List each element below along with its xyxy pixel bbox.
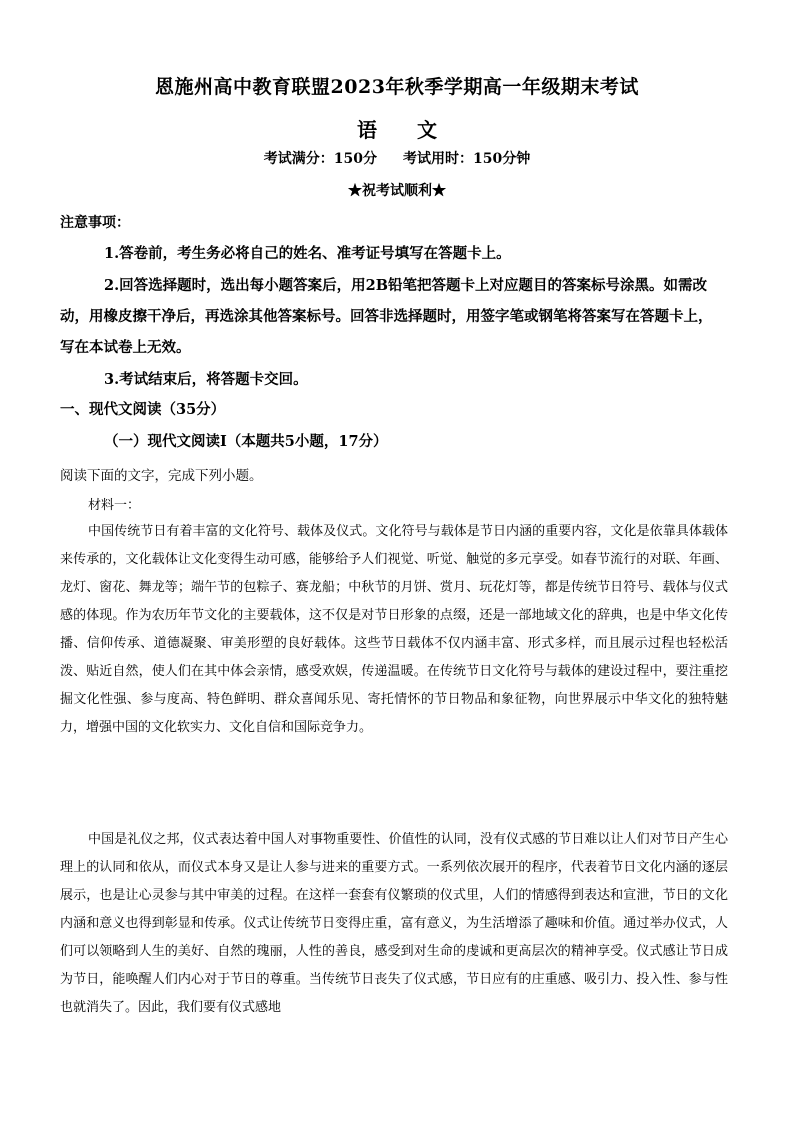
notes-heading: 注意事项： bbox=[60, 215, 130, 231]
note-item bbox=[60, 364, 720, 395]
subject-title bbox=[0, 114, 794, 143]
note-item bbox=[60, 238, 720, 269]
note-text: 2.回答选择题时，选出每小题答案后，用2B铅笔把答题卡上对应题目的答案标号涂黑。如需改动，用橡皮擦干净后，再选涂其他答案标号。回答非选择题时，用签字笔或钢笔将答案写在答题卡上，写在本试卷上无效。 bbox=[60, 277, 713, 356]
subsection-heading: （一）现代文阅读Ⅰ（本题共5小题，17分） bbox=[104, 433, 388, 450]
reading-instruction: 阅读下面的文字，完成下列小题。 bbox=[60, 468, 263, 484]
good-luck-line: ★祝考试顺利★ bbox=[348, 183, 446, 199]
subject-char: 语 bbox=[357, 118, 377, 142]
paragraph-text: 中国是礼仪之邦，仪式表达着中国人对事物重要性、价值性的认同，没有仪式感的节日难以让人们对节日产生心理上的认同和依从，而仪式本身又是让人参与进来的重要方式。一系列依次展开的程序，代表着节日文化内涵的逐层展示，也是让心灵参与其中审美的过程。在这样一套套有仪繁琐的仪式里，人们的情感得到表达和宣泄，节日的文化内涵和意义也得到彰显和传承。仪式让传统节日变得庄重，富有意义，为生活增添了趣味和价值。通过举办仪式，人们可以领略到人生的美好、自然的瑰丽，人性的善良，感受到对生命的虔诚和更高层次的精神享受。仪式感让节日成为节日，能唤醒人们内心对于节日的尊重。当传统节日丧失了仪式感，节日应有的庄重感、吸引力、投入性、参与性也就消失了。因此，我们要有仪式感地 bbox=[60, 832, 728, 1015]
exam-duration: 考试用时：150分钟 bbox=[403, 151, 531, 167]
note-text: 1.答卷前，考生务必将自己的姓名、准考证号填写在答题卡上。 bbox=[104, 245, 511, 262]
note-item bbox=[60, 270, 720, 363]
section-heading: 一、现代文阅读（35分） bbox=[60, 401, 226, 418]
full-score: 考试满分：150分 bbox=[263, 151, 377, 167]
exam-title: 恩施州高中教育联盟2023年秋季学期高一年级期末考试 bbox=[155, 76, 639, 98]
passage-paragraph bbox=[60, 518, 728, 742]
paragraph-text: 中国传统节日有着丰富的文化符号、载体及仪式。文化符号与载体是节日内涵的重要内容，文化是依靠具体载体来传承的，文化载体让文化变得生动可感，能够给予人们视觉、听觉、触觉的多元享受。如春节流行的对联、年画、龙灯、窗花、舞龙等；端午节的包粽子、赛龙船；中秋节的月饼、赏月、玩花灯等，都是传统节日符号、载体与仪式感的体现。作为农历年节文化的主要载体，这不仅是对节日形象的点缀，还是一部地域文化的辞典，也是中华文化传播、信仰传承、道德凝聚、审美形塑的良好载体。这些节日载体不仅内涵丰富、形式多样，而且展示过程也轻松活泼、贴近自然，使人们在其中体会亲情，感受欢娱，传递温暖。在传统节日文化符号与载体的建设过程中，要注重挖掘文化性强、参与度高、特色鲜明、群众喜闻乐见、寄托情怀的节日物品和象征物，向世界展示中华文化的独特魅力，增强中国的文化软实力、文化自信和国际竞争力。 bbox=[60, 524, 728, 735]
material-label: 材料一： bbox=[88, 498, 141, 513]
subject-char: 文 bbox=[417, 118, 437, 142]
note-text: 3.考试结束后，将答题卡交回。 bbox=[104, 371, 308, 388]
exam-info bbox=[0, 148, 794, 168]
passage-paragraph bbox=[60, 826, 728, 1022]
